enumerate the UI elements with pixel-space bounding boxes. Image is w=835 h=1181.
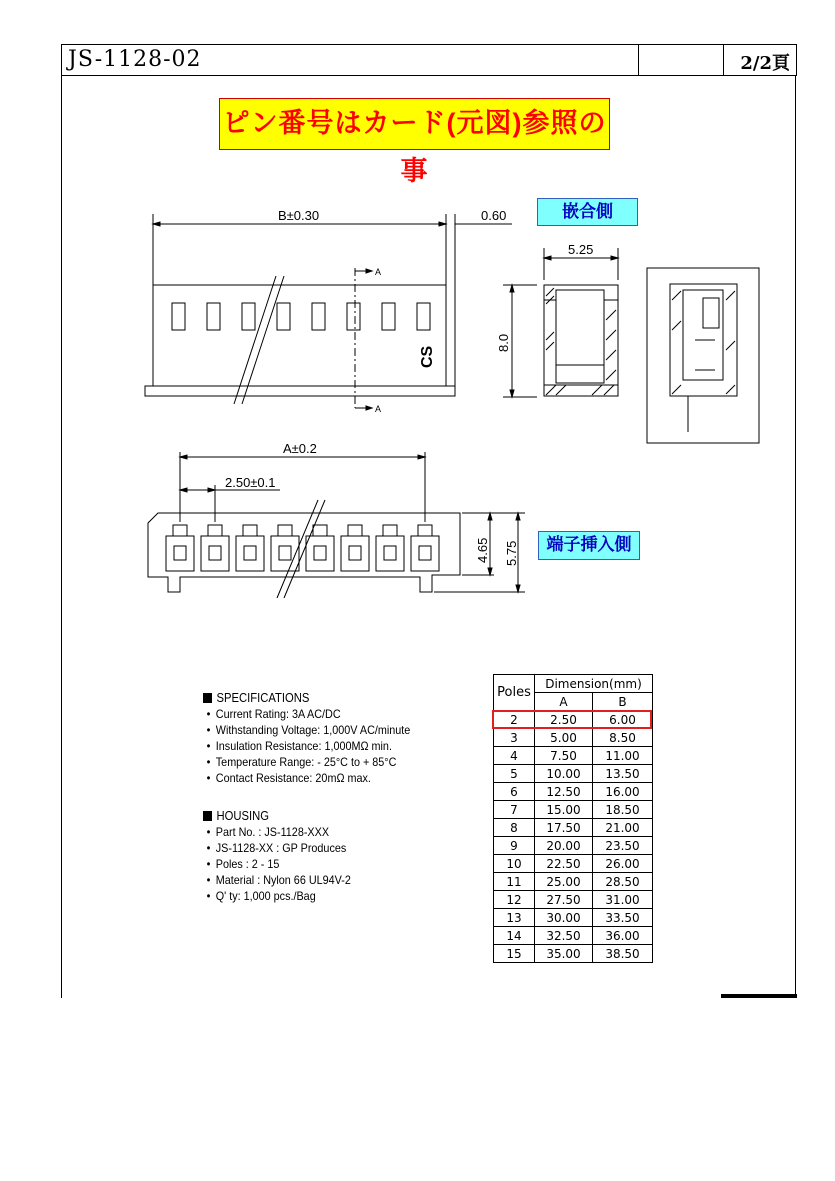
dim-b-cell: 31.00 xyxy=(593,891,653,909)
dim-a-cell: 30.00 xyxy=(535,909,593,927)
dim-b-cell: 38.50 xyxy=(593,945,653,963)
housing-list xyxy=(203,824,410,904)
table-row xyxy=(494,873,653,891)
dim-pitch-label: 2.50±0.1 xyxy=(225,475,276,490)
dim-060-label: 0.60 xyxy=(481,208,507,223)
dim-a-cell: 15.00 xyxy=(535,801,593,819)
pole-cell: 5 xyxy=(494,765,535,783)
dim-b-cell: 11.00 xyxy=(593,747,653,765)
table-row xyxy=(494,747,653,765)
spec-item: • Temperature Range: - 25°C to + 85°C xyxy=(207,754,411,770)
dim-b-cell: 28.50 xyxy=(593,873,653,891)
section-mark-bottom: A xyxy=(375,404,382,414)
dim-b-cell: 18.50 xyxy=(593,801,653,819)
spec-item: • Current Rating: 3A AC/DC xyxy=(207,706,411,722)
table-header-row xyxy=(494,675,653,693)
pole-cell: 7 xyxy=(494,801,535,819)
dimension-rows xyxy=(494,711,653,963)
bottom-view xyxy=(148,441,525,598)
detail-inset xyxy=(647,268,759,443)
dim-a-cell: 2.50 xyxy=(535,711,593,729)
table-row xyxy=(494,729,653,747)
cs-marking: CS xyxy=(419,345,436,368)
side-section-view xyxy=(496,242,618,397)
spec-item: • Insulation Resistance: 1,000MΩ min. xyxy=(207,738,411,754)
pole-cell: 15 xyxy=(494,945,535,963)
dim-a-cell: 32.50 xyxy=(535,927,593,945)
dim-a-label: A±0.2 xyxy=(283,441,317,456)
col-a-header: A xyxy=(535,693,593,711)
dim-80-label: 8.0 xyxy=(496,333,511,352)
table-row xyxy=(494,891,653,909)
table-row xyxy=(494,909,653,927)
spec-item: • Contact Resistance: 20mΩ max. xyxy=(207,770,411,786)
document-id: JS-1128-02 xyxy=(68,47,202,72)
bullet-square-icon xyxy=(203,693,212,703)
page-number: 2/2頁 xyxy=(740,53,790,74)
terminal-insert-side-tag: 端子挿入側 xyxy=(538,531,640,560)
front-view xyxy=(145,208,512,414)
dim-a-cell: 10.00 xyxy=(535,765,593,783)
dim-525-label: 5.25 xyxy=(568,242,594,257)
table-row xyxy=(494,765,653,783)
specifications-block xyxy=(203,690,410,904)
table-row xyxy=(494,945,653,963)
selected-row-highlight xyxy=(492,710,652,729)
dim-a-cell: 17.50 xyxy=(535,819,593,837)
poles-header: Poles xyxy=(494,675,535,711)
dim-b-cell: 26.00 xyxy=(593,855,653,873)
dim-a-cell: 27.50 xyxy=(535,891,593,909)
bullet-square-icon xyxy=(203,811,212,821)
pole-cell: 8 xyxy=(494,819,535,837)
mating-side-tag: 嵌合側 xyxy=(537,198,638,226)
dim-a-cell: 7.50 xyxy=(535,747,593,765)
pole-cell: 6 xyxy=(494,783,535,801)
spec-item: • Withstanding Voltage: 1,000V AC/minute xyxy=(207,722,411,738)
housing-item: • Material : Nylon 66 UL94V-2 xyxy=(207,872,411,888)
dim-b-cell: 6.00 xyxy=(593,711,653,729)
dim-b-cell: 16.00 xyxy=(593,783,653,801)
front-slots xyxy=(172,303,430,330)
dim-575-label: 5.75 xyxy=(504,540,519,566)
table-row xyxy=(494,855,653,873)
pole-cell: 10 xyxy=(494,855,535,873)
dim-b-cell: 13.50 xyxy=(593,765,653,783)
dim-465-label: 4.65 xyxy=(475,537,490,563)
bottom-terminal-cells xyxy=(166,525,439,571)
pole-cell: 11 xyxy=(494,873,535,891)
table-row xyxy=(494,783,653,801)
dim-b-cell: 23.50 xyxy=(593,837,653,855)
dim-b-cell: 21.00 xyxy=(593,819,653,837)
dim-a-cell: 25.00 xyxy=(535,873,593,891)
section-mark-top: A xyxy=(375,267,382,277)
dim-b-cell: 8.50 xyxy=(593,729,653,747)
housing-item: • JS-1128-XX : GP Produces xyxy=(207,840,411,856)
pole-cell: 3 xyxy=(494,729,535,747)
pole-cell: 14 xyxy=(494,927,535,945)
dimension-header: Dimension(mm) xyxy=(535,675,653,693)
housing-item: • Poles : 2 - 15 xyxy=(207,856,411,872)
pole-cell: 2 xyxy=(494,711,535,729)
dim-a-cell: 5.00 xyxy=(535,729,593,747)
table-row xyxy=(494,801,653,819)
pin-number-notice: ピン番号はカード(元図)参照の事 xyxy=(219,98,610,150)
dim-a-cell: 22.50 xyxy=(535,855,593,873)
dim-b-label: B±0.30 xyxy=(278,208,320,223)
table-row xyxy=(494,819,653,837)
dim-b-cell: 36.00 xyxy=(593,927,653,945)
housing-item: • Q' ty: 1,000 pcs./Bag xyxy=(207,888,411,904)
housing-heading: HOUSING xyxy=(203,808,410,824)
col-b-header: B xyxy=(593,693,653,711)
housing-item: • Part No. : JS-1128-XXX xyxy=(207,824,411,840)
pole-cell: 12 xyxy=(494,891,535,909)
specifications-heading: SPECIFICATIONS xyxy=(203,690,410,706)
table-row xyxy=(494,837,653,855)
table-row xyxy=(494,927,653,945)
specifications-list xyxy=(203,706,410,786)
dim-b-cell: 33.50 xyxy=(593,909,653,927)
dim-a-cell: 35.00 xyxy=(535,945,593,963)
pole-cell: 9 xyxy=(494,837,535,855)
pole-cell: 4 xyxy=(494,747,535,765)
pole-cell: 13 xyxy=(494,909,535,927)
dim-a-cell: 12.50 xyxy=(535,783,593,801)
dim-a-cell: 20.00 xyxy=(535,837,593,855)
